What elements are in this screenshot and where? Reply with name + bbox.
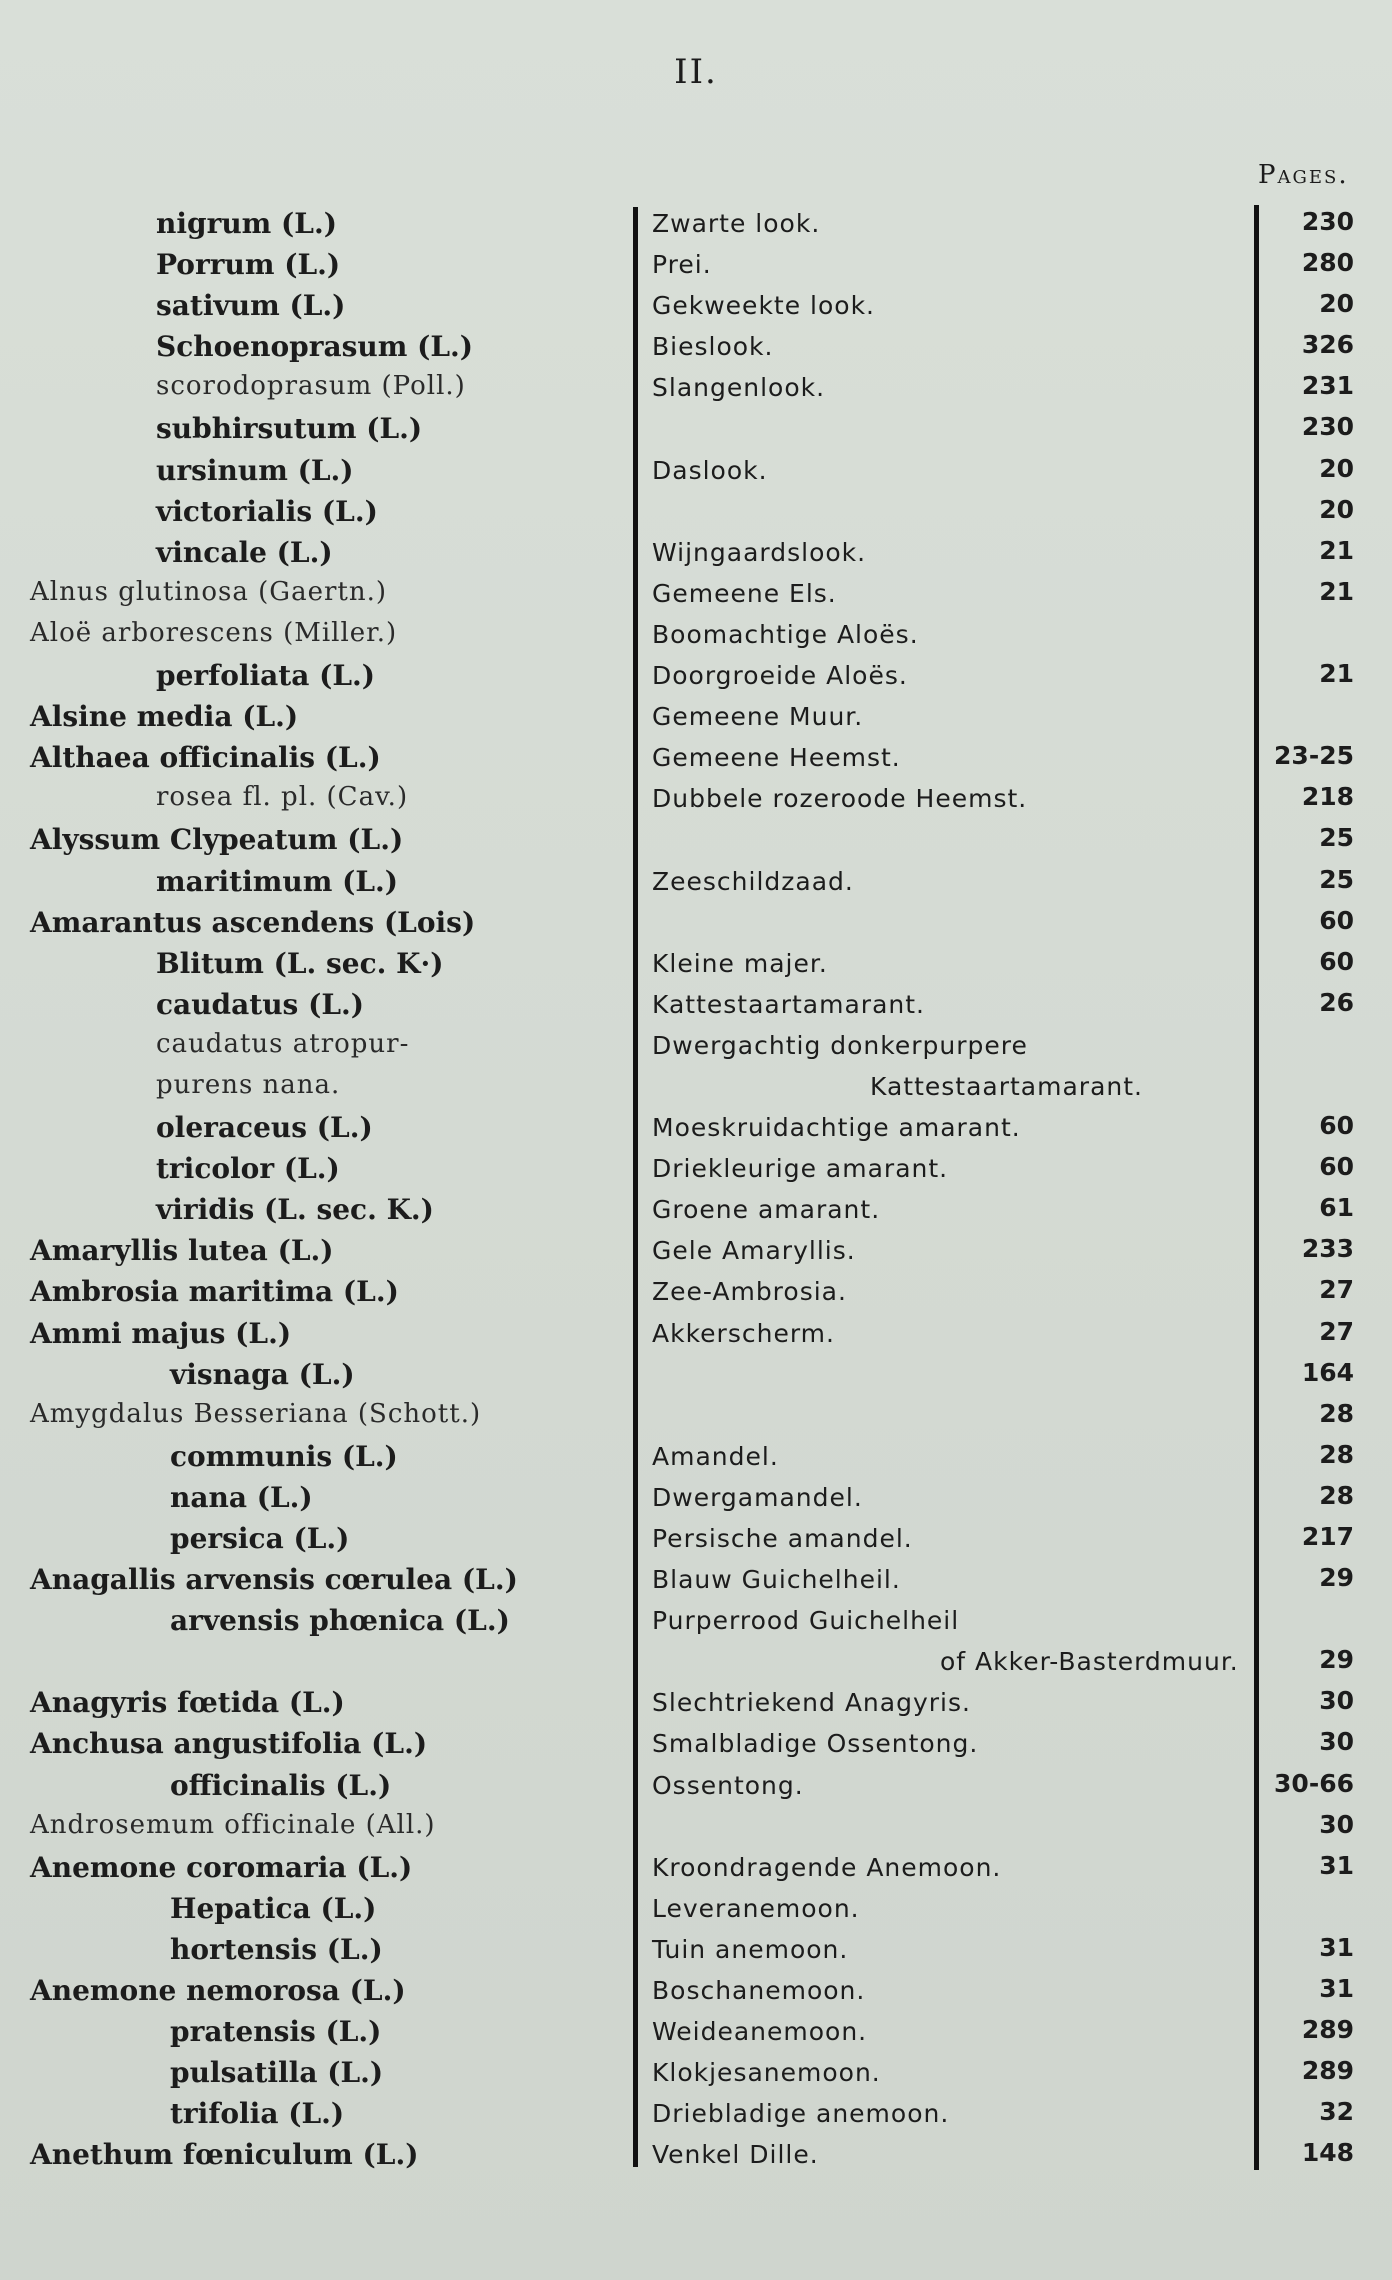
page-number: II. — [674, 52, 718, 92]
dutch-name: Doorgroeide Aloës. — [652, 661, 908, 691]
latin-name: Althaea officinalis (L.) — [30, 741, 381, 775]
latin-name: Amaryllis lutea (L.) — [30, 1234, 334, 1268]
page-reference: 230 — [1301, 412, 1354, 442]
index-row — [0, 1970, 1392, 2011]
page-reference: 21 — [1319, 659, 1354, 689]
dutch-name: Dwergachtig donkerpurpere — [652, 1030, 1028, 1060]
latin-name: sativum (L.) — [156, 289, 346, 323]
latin-name: Anagallis arvensis cœrulea (L.) — [30, 1563, 518, 1597]
latin-name: Anemone coromaria (L.) — [30, 1850, 413, 1884]
dutch-name: Kattestaartamarant. — [870, 1071, 1143, 1101]
index-row — [0, 1066, 1392, 1107]
page-reference: 25 — [1319, 823, 1354, 853]
page-reference: 326 — [1301, 330, 1354, 360]
dutch-name: Gele Amaryllis. — [652, 1236, 856, 1266]
dutch-name: Leveranemoon. — [652, 1893, 860, 1923]
index-row — [0, 408, 1392, 449]
index-row — [0, 491, 1392, 532]
index-row — [0, 1929, 1392, 1970]
dutch-name: Slechtriekend Anagyris. — [652, 1688, 971, 1718]
index-row — [0, 1477, 1392, 1518]
page-reference: 289 — [1301, 2015, 1354, 2045]
index-row — [0, 450, 1392, 491]
dutch-name: Ossentong. — [652, 1770, 804, 1800]
dutch-name: Tuin anemoon. — [652, 1934, 849, 1964]
index-row — [0, 1559, 1392, 1600]
latin-name: vincale (L.) — [156, 535, 333, 569]
latin-name: Aloë arborescens (Miller.) — [30, 617, 398, 648]
latin-name: viridis (L. sec. K.) — [156, 1193, 434, 1227]
latin-name: communis (L.) — [170, 1439, 398, 1473]
latin-name: caudatus atropur- — [156, 1028, 410, 1059]
page-reference: 289 — [1301, 2056, 1354, 2086]
dutch-name: Groene amarant. — [652, 1195, 881, 1225]
dutch-name: Venkel Dille. — [652, 2140, 819, 2170]
latin-name: Blitum (L. sec. K·) — [156, 946, 444, 980]
index-row — [0, 1723, 1392, 1764]
page-reference: 21 — [1319, 535, 1354, 565]
latin-name: Anemone nemorosa (L.) — [30, 1974, 406, 2008]
index-row — [0, 614, 1392, 655]
latin-name: maritimum (L.) — [156, 864, 399, 898]
latin-name: persica (L.) — [170, 1522, 350, 1555]
page-reference: 31 — [1319, 1932, 1354, 1962]
dutch-name: Persische amandel. — [652, 1524, 913, 1553]
dutch-name: Zee-Ambrosia. — [652, 1277, 847, 1307]
dutch-name: Amandel. — [652, 1441, 779, 1471]
latin-name: oleraceus (L.) — [156, 1111, 373, 1145]
latin-name: Ambrosia maritima (L.) — [30, 1275, 399, 1309]
latin-name: Porrum (L.) — [156, 248, 341, 282]
latin-name: scorodoprasum (Poll.) — [156, 371, 466, 402]
latin-name: Hepatica (L.) — [170, 1891, 377, 1925]
latin-name: Anchusa angustifolia (L.) — [30, 1727, 428, 1761]
dutch-name: of Akker-Basterdmuur. — [940, 1647, 1239, 1677]
latin-name: Anethum fœniculum (L.) — [30, 2138, 419, 2172]
index-row — [0, 778, 1392, 819]
page-reference: 27 — [1319, 1316, 1354, 1346]
index-row — [0, 367, 1392, 408]
latin-name: Ammi majus (L.) — [30, 1316, 292, 1350]
page-reference: 218 — [1301, 782, 1354, 812]
page-reference: 60 — [1319, 946, 1354, 976]
latin-name: trifolia (L.) — [170, 2097, 345, 2131]
page-reference: 27 — [1319, 1275, 1354, 1305]
latin-name: arvensis phœnica (L.) — [170, 1604, 510, 1638]
latin-name: visnaga (L.) — [170, 1357, 355, 1391]
dutch-name: Akkerscherm. — [652, 1318, 835, 1348]
page-reference: 61 — [1319, 1193, 1354, 1223]
page-reference: 21 — [1319, 576, 1354, 606]
page-reference: 28 — [1319, 1439, 1354, 1469]
latin-name: Alsine media (L.) — [30, 700, 299, 734]
dutch-name: Dubbele rozeroode Heemst. — [652, 784, 1028, 814]
index-row — [0, 1025, 1392, 1066]
page-reference: 28 — [1319, 1398, 1354, 1428]
index-row — [0, 984, 1392, 1025]
latin-name: ursinum (L.) — [156, 453, 354, 487]
index-row — [0, 1189, 1392, 1230]
dutch-name: Kleine majer. — [652, 948, 828, 978]
dutch-name: Moeskruidachtige amarant. — [652, 1113, 1021, 1143]
index-row — [0, 1765, 1392, 1806]
dutch-name: Dwergamandel. — [652, 1482, 863, 1512]
page-reference: 26 — [1319, 987, 1354, 1017]
latin-name: Anagyris fœtida (L.) — [30, 1686, 345, 1720]
latin-name: rosea fl. pl. (Cav.) — [156, 782, 409, 813]
dutch-name: Boschanemoon. — [652, 1976, 866, 2006]
dutch-name: Gekweekte look. — [652, 291, 876, 321]
index-row — [0, 1600, 1392, 1641]
page-reference: 25 — [1319, 864, 1354, 894]
page-reference: 30-66 — [1274, 1768, 1354, 1798]
index-row — [0, 1107, 1392, 1148]
page-reference: 30 — [1319, 1809, 1354, 1839]
dutch-name: Bieslook. — [652, 332, 774, 362]
index-row — [0, 819, 1392, 860]
page-reference: 217 — [1301, 1522, 1354, 1551]
dutch-name: Smalbladige Ossentong. — [652, 1729, 979, 1759]
dutch-name: Purperrood Guichelheil — [652, 1606, 960, 1636]
page-reference: 60 — [1319, 1111, 1354, 1141]
index-row — [0, 1682, 1392, 1723]
latin-name: Schoenoprasum (L.) — [156, 330, 474, 364]
latin-name: Amarantus ascendens (Lois) — [30, 905, 476, 939]
latin-name: pulsatilla (L.) — [170, 2056, 384, 2090]
page-reference: 60 — [1319, 1152, 1354, 1182]
latin-name: purens nana. — [156, 1069, 341, 1100]
latin-name: perfoliata (L.) — [156, 659, 376, 693]
index-row — [0, 1354, 1392, 1395]
dutch-name: Daslook. — [652, 455, 768, 485]
index-row — [0, 1888, 1392, 1929]
dutch-name: Weideanemoon. — [652, 2017, 868, 2047]
dutch-name: Gemeene Els. — [652, 578, 837, 608]
latin-name: nigrum (L.) — [156, 207, 337, 240]
index-row — [0, 2011, 1392, 2052]
latin-name: pratensis (L.) — [170, 2015, 382, 2049]
dutch-name: Gemeene Heemst. — [652, 743, 901, 773]
latin-name: victorialis (L.) — [156, 494, 378, 528]
index-row — [0, 1313, 1392, 1354]
page-reference: 20 — [1319, 289, 1354, 319]
dutch-name: Driekleurige amarant. — [652, 1154, 949, 1184]
page-reference: 28 — [1319, 1480, 1354, 1510]
page-reference: 30 — [1319, 1686, 1354, 1716]
dutch-name: Zwarte look. — [652, 209, 821, 238]
dutch-name: Kroondragende Anemoon. — [652, 1852, 1002, 1882]
dutch-name: Kattestaartamarant. — [652, 989, 925, 1019]
page-reference: 233 — [1301, 1234, 1354, 1264]
index-row — [0, 1518, 1392, 1559]
latin-name: subhirsutum (L.) — [156, 412, 423, 446]
index-row — [0, 696, 1392, 737]
latin-name: Alyssum Clypeatum (L.) — [30, 823, 404, 857]
index-row — [0, 1847, 1392, 1888]
latin-name: tricolor (L.) — [156, 1152, 340, 1186]
index-row — [0, 1436, 1392, 1477]
index-row — [0, 1230, 1392, 1271]
index-row — [0, 532, 1392, 573]
page-reference: 32 — [1319, 2097, 1354, 2127]
index-row — [0, 1806, 1392, 1847]
index-row — [0, 655, 1392, 696]
index-table — [0, 203, 1392, 2176]
page-reference: 31 — [1319, 1974, 1354, 2004]
page-reference: 20 — [1319, 494, 1354, 524]
latin-name: nana (L.) — [170, 1480, 313, 1514]
page-reference: 231 — [1301, 371, 1354, 401]
index-row — [0, 285, 1392, 326]
dutch-name: Gemeene Muur. — [652, 702, 864, 732]
dutch-name: Blauw Guichelheil. — [652, 1565, 901, 1595]
index-row — [0, 737, 1392, 778]
index-row — [0, 1641, 1392, 1682]
page-reference: 230 — [1301, 207, 1354, 236]
dutch-name: Prei. — [652, 250, 712, 280]
index-row — [0, 2093, 1392, 2134]
latin-name: officinalis (L.) — [170, 1768, 392, 1802]
page-reference: 280 — [1301, 248, 1354, 278]
pages-column-header: Pages. — [1258, 160, 1349, 190]
index-row — [0, 1271, 1392, 1312]
dutch-name: Driebladige anemoon. — [652, 2099, 950, 2129]
index-row — [0, 244, 1392, 285]
latin-name: hortensis (L.) — [170, 1932, 383, 1966]
index-row — [0, 203, 1392, 244]
index-row — [0, 1395, 1392, 1436]
page-reference: 30 — [1319, 1727, 1354, 1757]
index-row — [0, 943, 1392, 984]
latin-name: Androsemum officinale (All.) — [30, 1809, 436, 1840]
page-reference: 29 — [1319, 1563, 1354, 1593]
index-row — [0, 573, 1392, 614]
index-row — [0, 2134, 1392, 2175]
dutch-name: Zeeschildzaad. — [652, 866, 854, 896]
page-reference: 20 — [1319, 453, 1354, 483]
index-row — [0, 1148, 1392, 1189]
latin-name: Alnus glutinosa (Gaertn.) — [30, 576, 387, 607]
index-row — [0, 326, 1392, 367]
page-reference: 31 — [1319, 1850, 1354, 1880]
dutch-name: Boomachtige Aloës. — [652, 619, 919, 649]
dutch-name: Klokjesanemoon. — [652, 2058, 881, 2088]
dutch-name: Slangenlook. — [652, 373, 826, 403]
page-reference: 164 — [1301, 1357, 1354, 1387]
page-reference: 60 — [1319, 905, 1354, 935]
index-row — [0, 2052, 1392, 2093]
index-row — [0, 861, 1392, 902]
latin-name: Amygdalus Besseriana (Schott.) — [30, 1398, 482, 1429]
dutch-name: Wijngaardslook. — [652, 537, 867, 567]
page-reference: 148 — [1301, 2138, 1354, 2168]
latin-name: caudatus (L.) — [156, 987, 365, 1021]
page-reference: 29 — [1319, 1645, 1354, 1675]
index-row — [0, 902, 1392, 943]
page-reference: 23-25 — [1274, 741, 1354, 771]
